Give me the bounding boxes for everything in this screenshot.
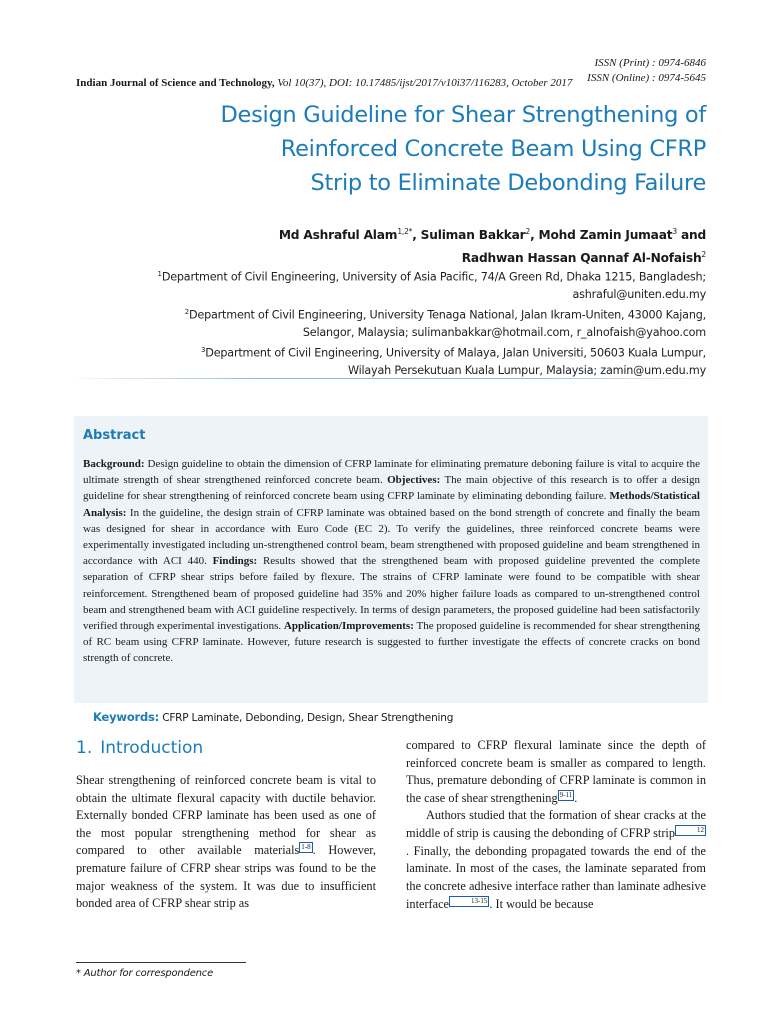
paragraph-text: . <box>574 790 578 805</box>
footnote: * Author for correspondence <box>76 968 214 979</box>
abstract-label-application: Application/Improvements: <box>283 620 414 633</box>
keywords <box>93 709 453 726</box>
affiliation-sup: 1 <box>157 270 162 278</box>
citation-link[interactable]: 12 <box>675 825 706 836</box>
author-line-2 <box>146 245 706 268</box>
body-column-right <box>406 737 706 913</box>
author-name: Md Ashraful Alam <box>278 228 398 243</box>
citation-link[interactable]: 1-8 <box>301 843 311 852</box>
paper-title <box>106 98 706 200</box>
abstract-methods: In the guideline, the design strain of CFRP laminate was obtained based on the bond strength of concrete and finally the beam was designed for shear in accordance with Euro Code (EC 2). To verify the guidelines, three reinforced concrete beams were experimentally investigated including un-strengthened control beam, beam strengthened with proposed guideline and beam strengthened in accordance with ACI 440. <box>83 506 700 568</box>
paragraph <box>406 737 706 807</box>
affiliation-2-line-1 <box>86 304 706 324</box>
paragraph <box>406 807 706 913</box>
abstract-box <box>74 416 708 703</box>
keywords-label: Keywords: <box>93 710 160 724</box>
abstract-findings: Results showed that the strengthened beam with proposed guideline prevented the complete separation of CFRP shear strips before failed by flexure. The strains of CFRP laminate were found to be compatible with shear reinforcement. Strengthened beam of proposed guideline had 35% and 20% higher failure loads as compared to un-strengthened control beam and strengthened beam with ACI guideline respectively. In terms of design parameters, the proposed guideline had been satisfactorily verified through experimental investigations. <box>83 555 700 633</box>
affiliation-sup: 3 <box>201 345 206 354</box>
footnote-divider <box>76 962 246 963</box>
author-affil-sup: 2 <box>701 250 706 260</box>
affiliation-2-email: Selangor, Malaysia; sulimanbakkar@hotmail.com, r_alnofaish@yahoo.com <box>302 326 706 340</box>
paragraph-text: compared to CFRP flexural laminate since the depth of reinforced concrete beam is smaller as compared to length. Thus, premature debonding of CFRP laminate is common in the case of shear strengthening <box>406 738 706 805</box>
title-line-3: Strip to Eliminate Debonding Failure <box>310 170 706 196</box>
abstract-heading: Abstract <box>83 428 146 443</box>
abstract-objectives: The main objective of this research is to offer a design guideline for shear strengthening of reinforced concrete beam using CFRP laminate by eliminating debonding failure. <box>83 474 700 503</box>
body-column-left <box>76 772 376 913</box>
author-list <box>146 222 706 268</box>
issn-print: ISSN (Print) : 0974-6846 <box>594 57 706 69</box>
affiliation-1-email: ashraful@uniten.edu.my <box>572 288 706 302</box>
affiliation-3-email: Wilayah Persekutuan Kuala Lumpur, Malaysia; zamin@um.edu.my <box>347 364 706 378</box>
section-heading <box>76 736 203 760</box>
affiliation-list <box>86 266 706 380</box>
section-number: 1. <box>76 738 93 758</box>
affiliation-text: Department of Civil Engineering, University of Malaya, Jalan Universiti, 50603 Kuala Lumpur, <box>205 346 706 360</box>
paragraph-text: Authors studied that the formation of shear cracks at the middle of strip is causing the debonding of CFRP strip <box>406 808 706 841</box>
abstract-label-objectives: Objectives: <box>387 474 441 487</box>
author-conjunction: and <box>676 228 706 243</box>
author-line-1 <box>146 222 706 245</box>
section-title: Introduction <box>100 738 204 758</box>
abstract-background: Design guideline to obtain the dimension of CFRP laminate for eliminating premature deboning failure is vital to acquire the ultimate strength of shear strengthened reinforced concrete beam. <box>83 458 700 487</box>
title-line-1: Design Guideline for Shear Strengthening of <box>220 102 706 128</box>
affiliation-text: Department of Civil Engineering, University Tenaga National, Jalan Ikram-Uniten, 43000 Kajang, <box>189 308 706 322</box>
author-name: Radhwan Hassan Qannaf Al-Nofaish <box>461 251 702 266</box>
citation-link[interactable]: 9-11 <box>559 790 573 799</box>
affiliation-1-line-1 <box>86 266 706 286</box>
paragraph-text: . However, premature failure of CFRP shear strips was found to be the major weakness of the system. It was due to insufficient bonded area of CFRP shear strip as <box>76 843 376 911</box>
journal-meta: Vol 10(37), DOI: 10.17485/ijst/2017/v10i37/116283, October 2017 <box>274 77 573 89</box>
abstract-text <box>83 456 700 667</box>
abstract-label-findings: Findings: <box>212 555 258 568</box>
affiliation-text: Department of Civil Engineering, University of Asia Pacific, 74/A Green Rd, Dhaka 1215, Bangladesh; <box>161 270 706 284</box>
abstract-application: The proposed guideline is recommended for shear strengthening of RC beam using CFRP laminate. However, future research is suggested to further investigate the effects of concrete cracks on bond strength of concrete. <box>83 620 700 665</box>
affiliation-3-line-1 <box>86 342 706 362</box>
paragraph-text: . It would be because <box>489 896 594 911</box>
author-name: , Suliman Bakkar <box>412 228 526 243</box>
affiliation-sup: 2 <box>184 307 189 316</box>
issn-online: ISSN (Online) : 0974-5645 <box>587 72 706 84</box>
journal-name: Indian Journal of Science and Technology, <box>76 77 275 89</box>
author-affil-sup: 3 <box>672 227 677 236</box>
journal-citation <box>76 76 696 91</box>
paragraph-text: Shear strengthening of reinforced concrete beam is vital to obtain the ultimate flexural capacity with ductile behavior. Externally bonded CFRP laminate has been used as one of the most popular strengthening method for shear as compared to other available materials <box>76 773 376 858</box>
citation-link[interactable]: 13-15 <box>449 896 489 907</box>
abstract-label-methods: Methods/Statistical Analysis: <box>83 490 700 519</box>
author-name: , Mohd Zamin Jumaat <box>530 228 673 243</box>
author-affil-sup: 1,2* <box>397 227 413 236</box>
paragraph <box>76 772 376 913</box>
abstract-label-background: Background: <box>83 458 145 470</box>
header-divider <box>78 378 706 379</box>
paragraph-text: . Finally, the debonding propagated towards the end of the laminate. In most of the cases, the laminate separated from the concrete adhesive interface rather than laminate adhesive interface <box>406 843 706 911</box>
keywords-text: CFRP Laminate, Debonding, Design, Shear Strengthening <box>159 712 454 724</box>
author-affil-sup: 2 <box>525 227 531 236</box>
title-line-2: Reinforced Concrete Beam Using CFRP <box>280 136 706 162</box>
